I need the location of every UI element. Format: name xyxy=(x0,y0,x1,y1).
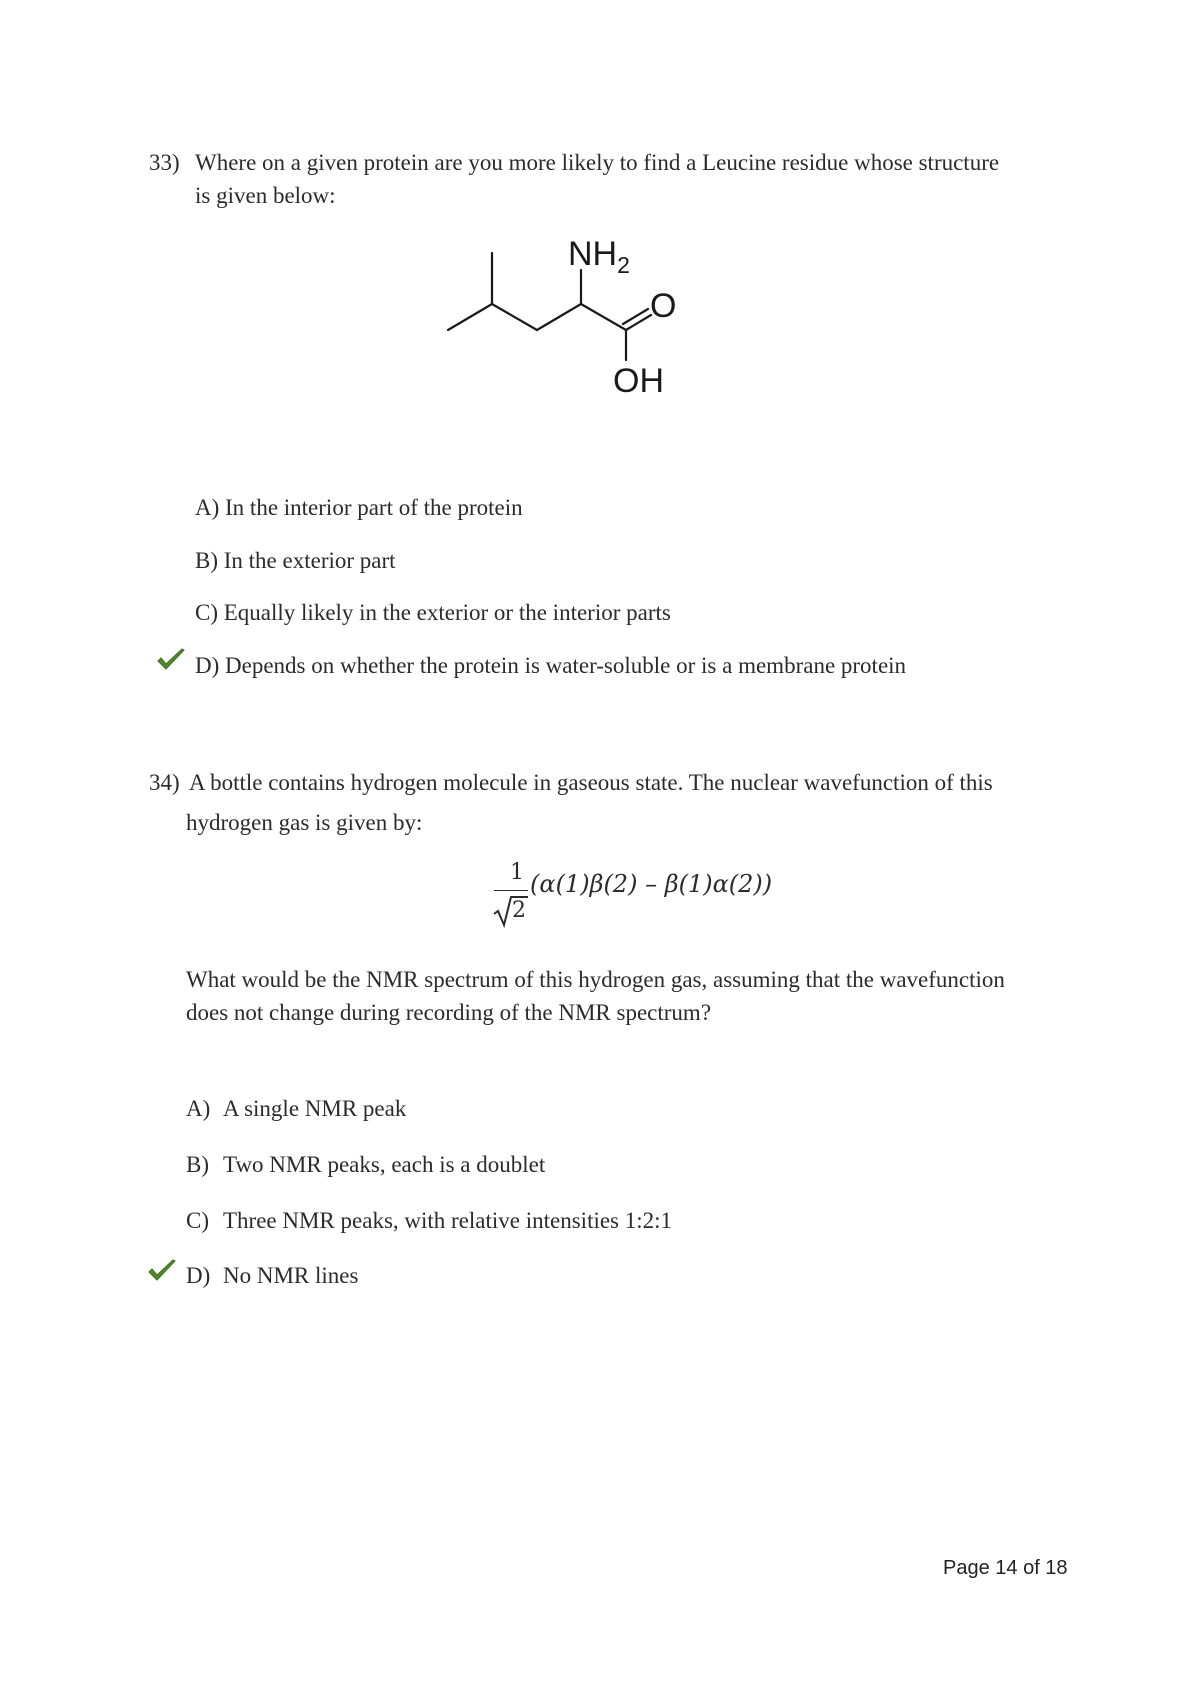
bond-alpha xyxy=(537,304,581,330)
q33-option-d: D) Depends on whether the protein is water-soluble or is a membrane protein xyxy=(195,653,907,678)
page-number: Page 14 of 18 xyxy=(943,1557,1068,1579)
bond-methyl-left xyxy=(448,304,492,330)
q34-option-d-label: D) xyxy=(186,1263,211,1288)
fraction-bar xyxy=(494,890,528,891)
q34-question-line-2: does not change during recording of the NMR spectrum? xyxy=(186,1000,712,1025)
equation-numerator: 1 xyxy=(510,860,524,885)
q34-number: 34) xyxy=(149,770,180,795)
hydroxyl-label: OH xyxy=(613,362,664,400)
q33-option-b: B) In the exterior part xyxy=(195,548,396,573)
q34-line-1: A bottle contains hydrogen molecule in gaseous state. The nuclear wavefunction of this xyxy=(189,770,993,795)
q34-question-line-1: What would be the NMR spectrum of this hydrogen gas, assuming that the wavefunction xyxy=(186,967,1005,992)
q34-option-d: No NMR lines xyxy=(223,1263,359,1288)
wavefunction-equation xyxy=(492,856,772,936)
q34-option-c: Three NMR peaks, with relative intensities 1:2:1 xyxy=(223,1208,673,1233)
q33-line-1: Where on a given protein are you more likely to find a Leucine residue whose structure xyxy=(195,150,1000,175)
q34-option-b-label: B) xyxy=(186,1152,209,1177)
amine-label: $NH_2$ xyxy=(568,235,630,278)
q33-number: 33) xyxy=(149,150,180,175)
q33-option-c: C) Equally likely in the exterior or the interior parts xyxy=(195,600,671,625)
leucine-structure xyxy=(430,225,700,410)
q34-option-c-label: C) xyxy=(186,1208,209,1233)
q34-option-a-label: A) xyxy=(186,1096,211,1121)
bond-carboxyl xyxy=(581,304,626,330)
carbonyl-oxygen-label: O xyxy=(650,287,677,325)
q34-option-a: A single NMR peak xyxy=(223,1096,407,1121)
q33-option-a: A) In the interior part of the protein xyxy=(195,495,523,520)
check-mark-icon xyxy=(156,647,186,673)
equation-body: (α(1)β(2) – β(1)α(2)) xyxy=(530,870,773,898)
bond-carbonyl-2 xyxy=(623,309,648,324)
q33-line-2: is given below: xyxy=(195,183,336,208)
check-mark-icon xyxy=(147,1258,177,1284)
q34-line-2: hydrogen gas is given by: xyxy=(186,810,423,835)
q34-option-b: Two NMR peaks, each is a doublet xyxy=(223,1152,546,1177)
bond-ch2 xyxy=(492,304,537,330)
equation-radicand: 2 xyxy=(512,898,526,923)
bond-carbonyl-1 xyxy=(626,315,651,330)
